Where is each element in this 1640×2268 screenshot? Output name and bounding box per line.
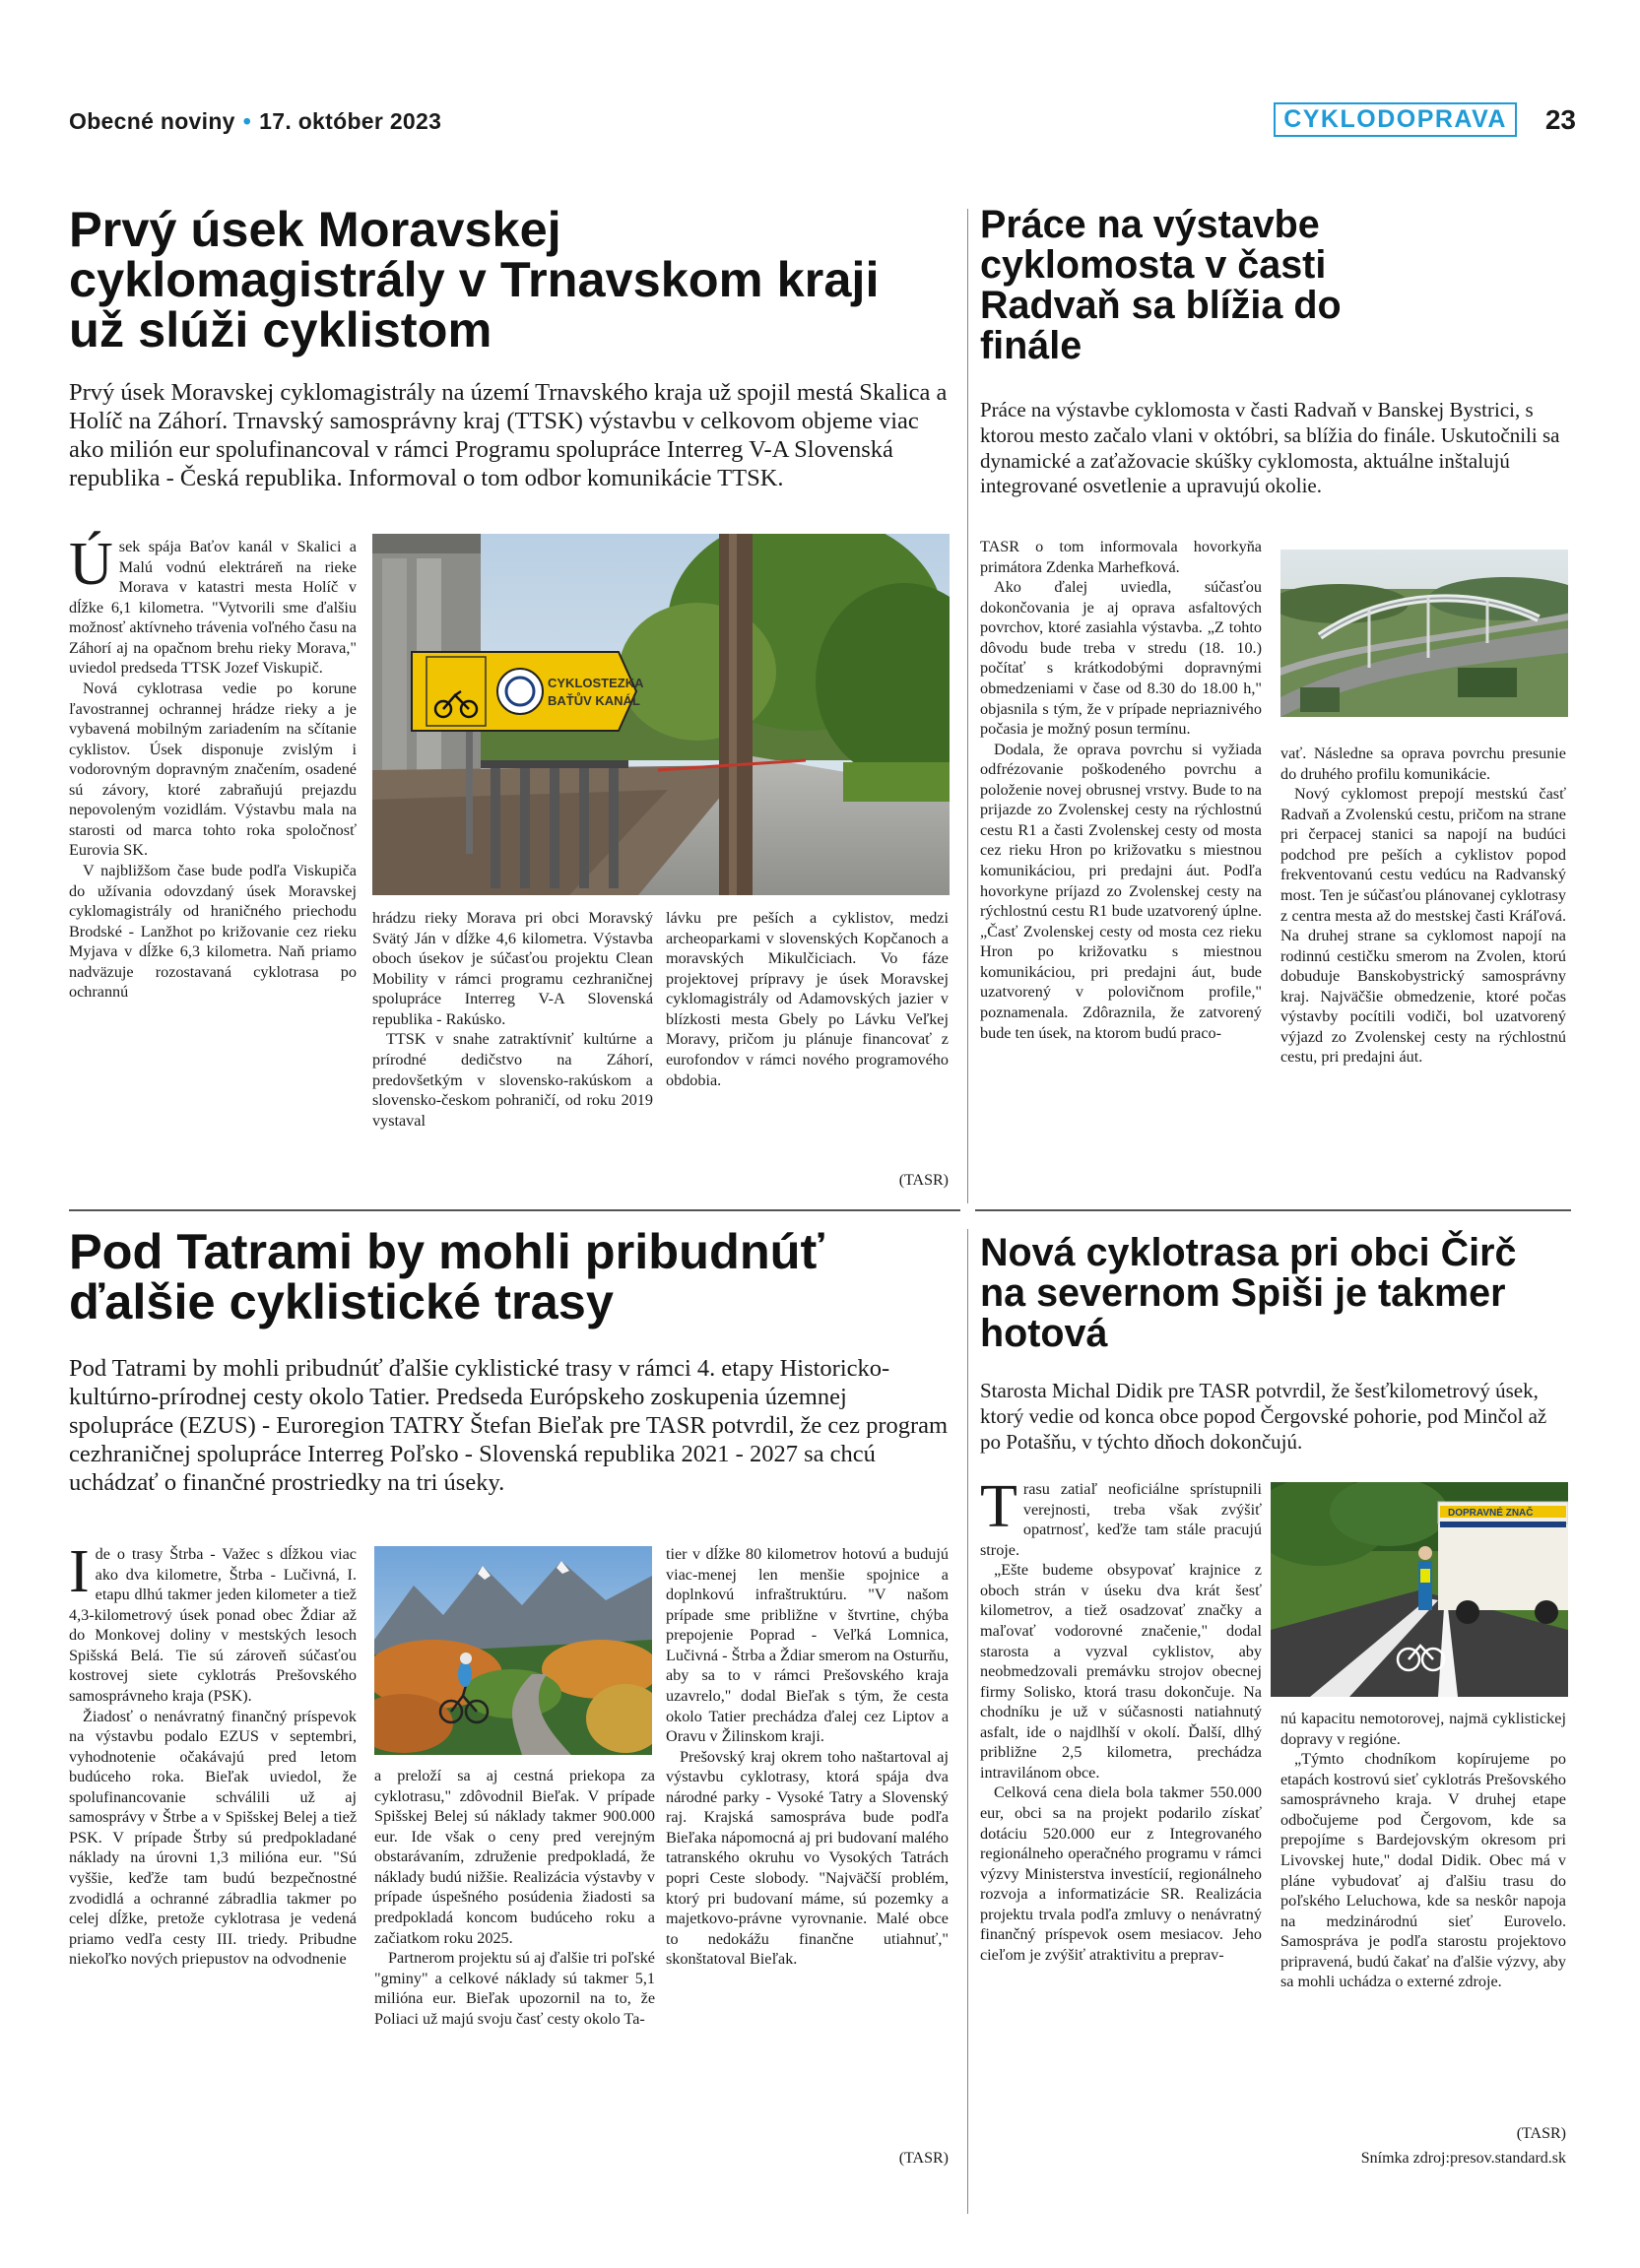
column-divider-bottom [967, 1229, 968, 2214]
paragraph: sek spája Baťov kanál v Skalici a Malú vodnú elektráreň na rieke Morava v katastri mesta Holíč v dĺžke 6,1 kilometra. "Vytvorili sme ďalšiu možnosť aktívneho trávenia voľného času na Záhorí aj na opačnom brehu rieky Morava," uviedol predseda TTSK Jozef Viskupič. [69, 538, 357, 678]
paragraph: V najbližšom čase bude podľa Viskupiča do užívania odovzdaný úsek Moravskej cyklomagistrály od hraničného priechodu Brodské - Lanžhot po križovanie cez rieku Myjava v dĺžke 6,3 kilometra. Naň priamo nadväzuje rozostavaná cyklotrasa po ochrannú [69, 862, 357, 1002]
paragraph: „Ešte budeme obsypovať krajnice z oboch strán v úseku dva krát šesť kilometrov, a tiež osadzovať značky a maľovať vodorovné značenie," dodal starosta a vyzval cyklistov, aby neobmedzovali premávku strojov obecnej firmy Solisko, ktorá trasu dokončuje. Na chodníku je už v súčasnosti natiahnutý asfalt, ide o najdlhší v okolí. Ďalší, dlhý približne 2,5 kilometra, prechádza intravilánom obce. [980, 1561, 1262, 1782]
article-headline: Nová cyklotrasa pri obci Čirč na severnom Spiši je takmer hotová [980, 1231, 1517, 1355]
article-column [980, 1473, 1262, 1966]
paragraph: Partnerom projektu sú aj ďalšie tri poľské "gminy" a celkové náklady sú takmer 5,1 milióna eur. Bieľak upozornil na to, že Poliaci už majú svoju časť cesty okolo Ta- [374, 1949, 655, 2028]
photo-cyklostezka-batuv-kanal [372, 534, 950, 895]
paragraph: vať. Následne sa oprava povrchu presunie do druhého profilu komunikácie. [1280, 745, 1566, 783]
drop-cap: Ú [69, 531, 113, 598]
paragraph: nú kapacitu nemotorovej, najmä cyklistickej dopravy v regióne. [1280, 1710, 1566, 1748]
article-source: (TASR) [898, 1172, 949, 1189]
article-column [374, 1766, 655, 2029]
article-column [666, 1544, 949, 1970]
article-headline: Práce na výstavbe cyklomosta v časti Radvaň sa blížia do finále [980, 203, 1342, 367]
paragraph: Nový cyklomost prepojí mestskú časť Radvaň a Zvolenskú cestu, pričom na strane pri čerpacej stanici sa napojí na budúci podchod pre peších a cyklistov popod frekventovanú cestu vedúcu na Radvanský most. Ten je súčasťou plánovanej cyklotrasy z centra mesta až do mestskej časti Kráľová. Na druhej strane sa cyklomost napojí na rodinnú cestičku smerom na Zvolen, ktorú dobuduje Banskobystrický samosprávny kraj. Najväčšie obmedzenie, ktoré počas výstavby pocítili vodiči, bol uzatvorený výjazd zo Zvolenskej cesty na rýchlostnú cestu, pri predajni áut. [1280, 785, 1566, 1067]
cyklomost-rendering-image [1280, 550, 1568, 717]
circ-cyklotrasa-image [1271, 1482, 1568, 1697]
paragraph: a preloží sa aj cestná priekopa za cyklotrasu," zdôvodnil Bieľak. V prípade Spišskej Belej sú náklady takmer 900.000 eur. Ide však o ceny pred verejným obstarávaním, združenie predpokladá, že náklady budú nižšie. Realizácia výstavby v prípade úspešného posúdenia žiadosti sa predpokladá koncom budúceho roku a začiatkom roku 2025. [374, 1767, 655, 1947]
cyklostezka-sign-image [372, 534, 950, 895]
article-lead: Práce na výstavbe cyklomosta v časti Radvaň v Banskej Bystrici, s ktorou mesto začalo vlani v októbri, sa blížia do finále. Uskutočnili sa dynamické a zaťažovacie skúšky cyklomosta, aktuálne inštalujú integrované osvetlenie a upravujú okolie. [980, 398, 1560, 498]
photo-tatry-cyklista [374, 1546, 652, 1755]
article-headline: Pod Tatrami by mohli pribudnúť ďalšie cyklistické trasy [69, 1223, 824, 1329]
article-source: (TASR) [898, 2150, 949, 2167]
paragraph: rasu zatiaľ neoficiálne sprístupnili verejnosti, treba však zvýšiť opatrnosť, keďže tam stále pracujú stroje. [980, 1480, 1262, 1559]
paragraph: Žiadosť o nenávratný finančný príspevok na výstavbu podalo EZUS v septembri, vyhodnotenie očakávajú pred letom budúceho roka. Bieľak uviedol, že spolufinancovanie schválili už aj samosprávy v Štrbe a v Spišskej Belej a tiež PSK. V prípade Štrby sú predpokladané náklady na úrovni 1,3 milióna eur. "Sú vyššie, keďže tam budú bezpečnostné zvodidlá a ochranné zábradlia takmer po celej dĺžke, pretože cyklotrasa je vedená priamo vedľa cesty III. triedy. Pribudne niekoľko nových priepustov na odvodnenie [69, 1707, 357, 1969]
article-column [1280, 744, 1566, 1068]
article-column [980, 537, 1262, 1043]
issue-date: 17. október 2023 [259, 108, 442, 134]
masthead-line [69, 108, 441, 135]
article-column [1280, 1709, 1566, 1992]
article-lead: Pod Tatrami by mohli pribudnúť ďalšie cyklistické trasy v rámci 4. etapy Historicko-kultúrno-prírodnej cesty okolo Tatier. Predseda Európskeho zoskupenia územnej spolupráce (EZUS) - Euroregion TATRY Štefan Bieľak pre TASR potvrdil, že cez program cezhraničnej spolupráce Interreg Poľsko - Slovenská republika 2021 - 2027 sa chcú uchádzať o finančné prostriedky na tri úseky. [69, 1355, 949, 1496]
masthead [69, 102, 1576, 138]
article-divider-right [975, 1209, 1571, 1211]
van-lettering: DOPRAVNÉ ZNAČ [1448, 1508, 1534, 1519]
article-source: (TASR) [1516, 2125, 1566, 2142]
paragraph: TASR o tom informovala hovorkyňa primátora Zdenka Marhefková. [980, 538, 1262, 576]
page-number: 23 [1544, 104, 1576, 135]
masthead-separator: • [242, 108, 252, 134]
article-lead: Prvý úsek Moravskej cyklomagistrály na území Trnavského kraja už spojil mestá Skalica a Holíč na Záhorí. Trnavský samosprávny kraj (TTSK) výstavbu v celkovom objeme viac ako milión eur spolufinancoval v rámci Programu spolupráce Interreg V-A Slovenská republika - Česká republika. Informoval o tom odbor komunikácie TTSK. [69, 379, 948, 491]
paragraph: lávku pre peších a cyklistov, medzi archeoparkami v slovenských Kopčanoch a moravských Mikulčiciach. Vo fáze projektovej prípravy je úsek Moravskej cyklomagistrály od Adamovských jazier v blízkosti mesta Gbely po Lávku Veľkej Moravy, pričom ju plánuje financovať z eurofondov v rámci nového programového obdobia. [666, 909, 949, 1089]
paragraph: tier v dĺžke 80 kilometrov hotovú a budujú viac-menej len menšie spojnice a doplnkovú infraštruktúru. "V našom prípade sme približne v štvrtine, chýba prepojenie Poprad - Veľká Lomnica, Lučivná - Štrba a Ždiar smerom na Osturňu, aby sa to v rámci Prešovského kraja uzavrelo," dodal Bieľak s tým, že cesta okolo Tatier prechádza ďalej cez Liptov a Oravu v Žilinskom kraji. [666, 1545, 949, 1746]
article-column [69, 1538, 357, 1970]
column-divider-top [967, 209, 968, 1203]
article-column [666, 908, 949, 1090]
tatry-cyclist-image [374, 1546, 652, 1755]
paragraph: Ako ďalej uviedla, súčasťou dokončovania je aj oprava asfaltových povrchov, ktoré zasiahla výstavba. „Z tohto dôvodu bude treba v stredu (18. 10.) počítať s krátkodobými dopravnými obmedzeniami v čase od 8.30 do 18.00 h," objasnila s tým, že v prípade nepriaznivého počasia je možný posun termínu. [980, 578, 1262, 739]
paragraph: hrádzu rieky Morava pri obci Moravský Svätý Ján v dĺžke 4,6 kilometra. Výstavba oboch úsekov je súčasťou projektu Clean Mobility v rámci programu cezhraničnej spolupráce Interreg V-A Slovenská republika - Rakúsko. [372, 909, 653, 1028]
paragraph: „Týmto chodníkom kopírujeme po etapách kostrovú sieť cyklotrás Prešovského samosprávneho kraja. V druhej etape odbočujeme pod Čergovom, kde sa prepojíme s Bardejovským okresom pri Livovskej hute," dodal Didik. Obec má v pláne vybudovať aj ďalšiu trasu do poľského Leluchowa, kde sa neskôr napoja na medzinárodnú sieť Eurovelo. Samospráva je podľa starostu projektovo pripravená, budú čakať na ďalšie výzvy, aby sa mohli uchádza o externé zdroje. [1280, 1750, 1566, 1991]
drop-cap: T [980, 1473, 1017, 1540]
paragraph: Dodala, že oprava povrchu si vyžiada odfrézovanie poškodeného povrchu a položenie novej obrusnej vrstvy. Bude to na prijazde zo Zvolenskej cesty na rýchlostnú cestu R1 a časti Zvolenskej cesty od mosta cez rieku Hron po križovatku s miestnou komunikáciou, pri predajni áut. Podľa hovorkyne príjazd zo Zvolenskej cesty na rýchlostnú cestu R1 bude uzatvorený úplne. „Časť Zvolenskej cesty od mosta cez rieku Hron po križovatku s miestnou komunikáciou, pri predajni áut, bude uzatvorený v polovičnom profile," poznamenala. Zdôraznila, že zatvorený bude ten úsek, na ktorom budú praco- [980, 740, 1262, 1042]
paragraph: Nová cyklotrasa vedie po korune ľavostrannej ochrannej hrádze rieky a je vybavená mobilným zariadením na sčítanie cyklistov. Úsek disponuje zvislým i vodorovným dopravným značením, osadené sú závory, ktoré zabraňujú prejazdu nepovoleným vozidlám. Výstavbu mala na starosti od marca tohto roka spoločnosť Eurovia SK. [69, 679, 357, 860]
sign-text-line1: CYKLOSTEZKA [548, 676, 644, 690]
section-label: CYKLODOPRAVA [1274, 102, 1517, 137]
article-column [372, 908, 653, 1131]
sign-text-line2: BAŤŮV KANÁL [548, 693, 640, 708]
paper-name: Obecné noviny [69, 108, 235, 134]
paragraph: Celková cena diela bola takmer 550.000 eur, obci sa na projekt podarilo získať dotáciu 520.000 eur z Integrovaného regionálneho operačného programu v rámci výzvy Ministerstva investícií, regionálneho rozvoja a informatizácie SR. Realizácia projektu trvala podľa zmluvy o nenávratný finančný príspevok osem mesiacov. Jeho cieľom je zvýšiť atraktivitu a preprav- [980, 1783, 1262, 1964]
paragraph: de o trasy Štrba - Važec s dĺžkou viac ako dva kilometre, Štrba - Lučivná, I. etapu dlhú takmer jeden kilometer a tiež 4,3-kilometrový úsek ponad obec Ždiar až do Monkovej doliny v mestských lesoch Spišská Belá. Tie sú zároveň súčasťou kostrovej siete cyklotrás Prešovského samosprávneho kraja (PSK). [69, 1545, 357, 1705]
paragraph: TTSK v snahe zatraktívniť kultúrne a prírodné dedičstvo na Záhorí, predovšetkým v slovensko-rakúskom a slovensko-českom pohraničí, od roku 2019 vystaval [372, 1030, 653, 1130]
drop-cap: I [69, 1538, 90, 1605]
paragraph: Prešovský kraj okrem toho naštartoval aj výstavbu cyklotrasy, ktorá spája dva národné parky - Vysoké Tatry a Slovenský raj. Krajská samospráva bude podľa Bieľaka nápomocná aj pri budovaní malého tatranského okruhu vo Vysokých Tatrách popri Ceste slobody. "Najväčší problém, ktorý pri budovaní máme, sú pozemky a majetkovo-právne vyrovnanie. Malé obce to nedokážu finančne utiahnuť," skonštatoval Bieľak. [666, 1747, 949, 1969]
article-lead: Starosta Michal Didik pre TASR potvrdil, že šesťkilometrový úsek, ktorý vedie od konca obce popod Čergovské pohorie, pod Minčol až po Potašňu, v týchto dňoch dokončujú. [980, 1379, 1547, 1454]
photo-circ-cyklotrasa [1271, 1482, 1568, 1697]
article-divider-left [69, 1209, 960, 1211]
article-headline: Prvý úsek Moravskej cyklomagistrály v Trnavskom kraji už slúži cyklistom [69, 201, 880, 357]
article-column [69, 531, 357, 1003]
photo-cyklomost-radvan [1280, 550, 1568, 717]
photo-credit: Snímka zdroj:presov.standard.sk [1360, 2150, 1566, 2167]
